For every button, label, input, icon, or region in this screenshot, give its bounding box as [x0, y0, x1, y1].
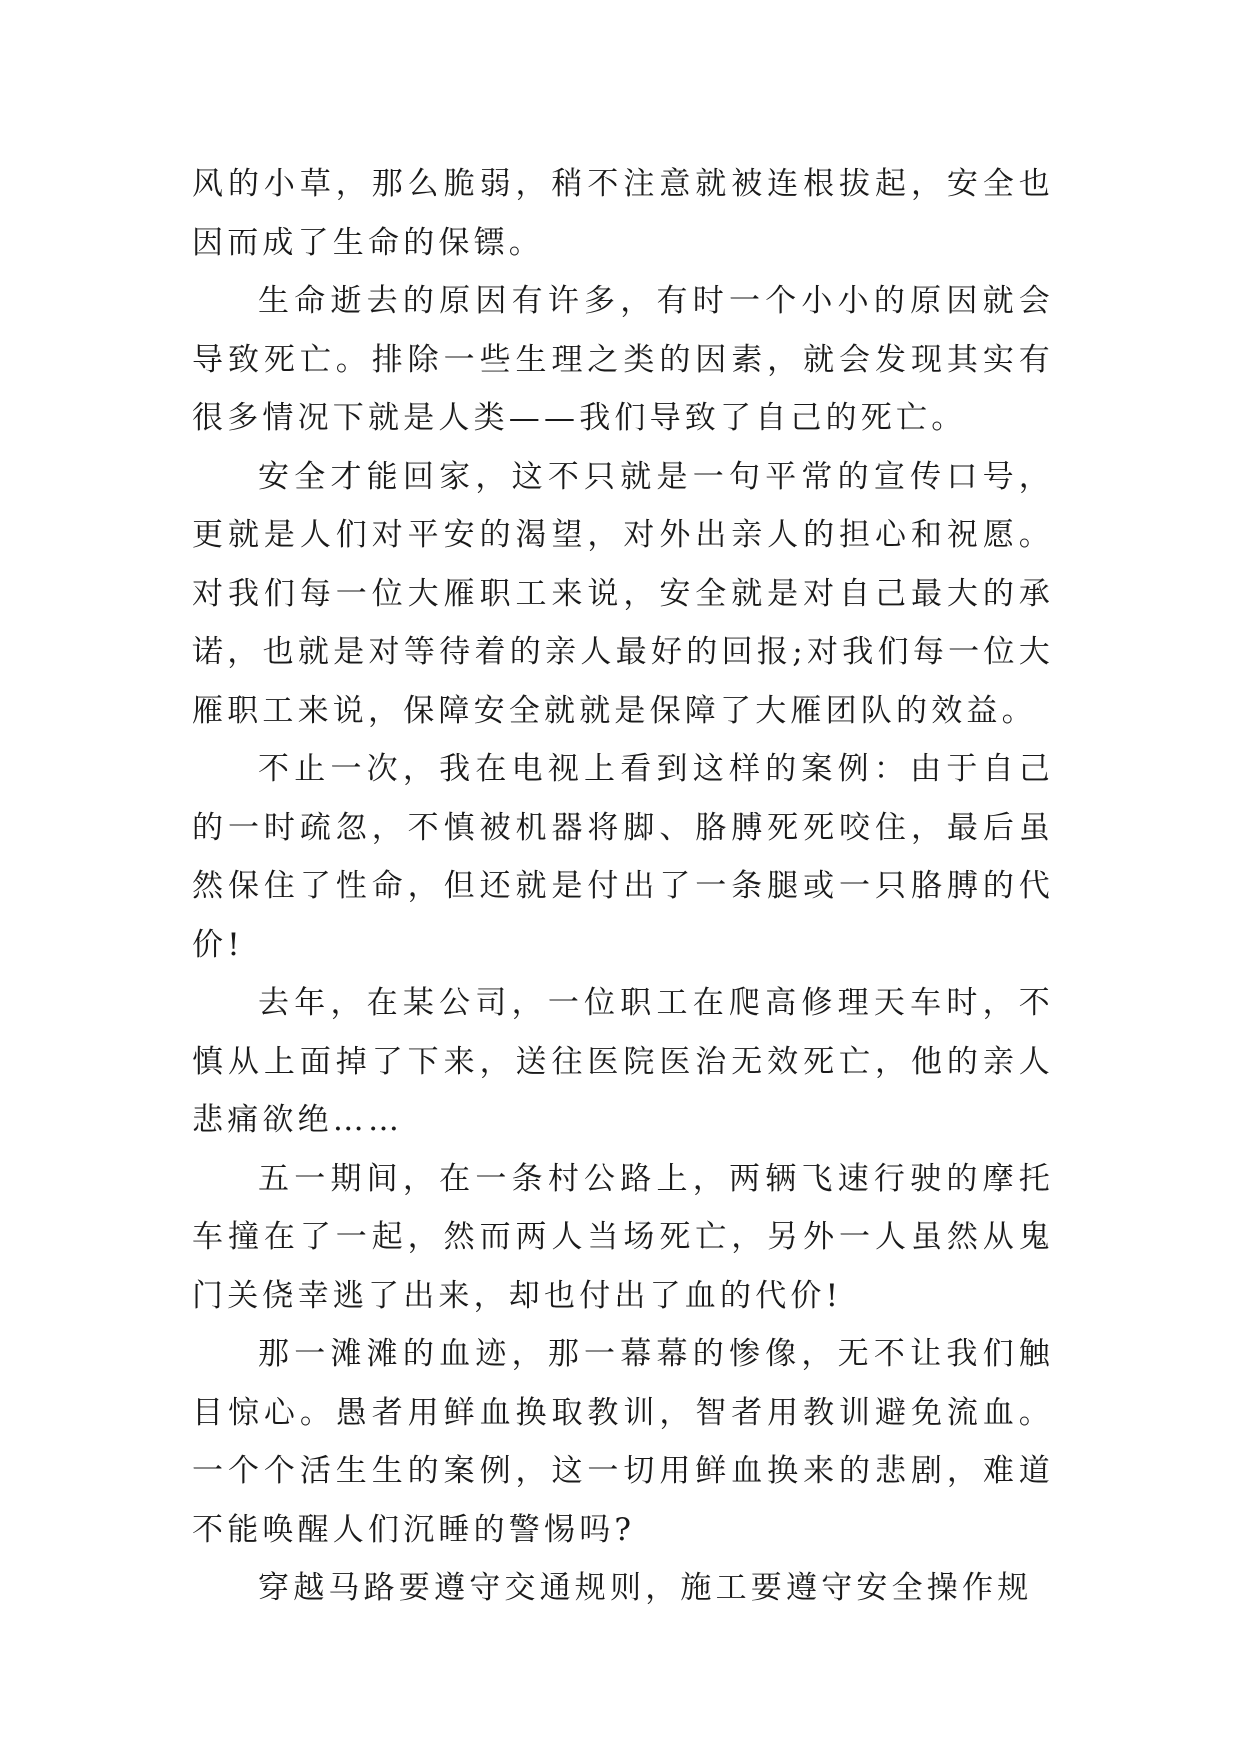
paragraph-8: 穿越马路要遵守交通规则，施工要遵守安全操作规	[258, 1570, 1033, 1606]
paragraph-5: 去年，在某公司，一位职工在爬高修理天车时，不慎从上面掉了下来，送往医院医治无效死亡，他的亲人悲痛欲绝……	[192, 985, 1054, 1138]
document-body	[192, 155, 1054, 1618]
paragraph-4: 不止一次，我在电视上看到这样的案例：由于自己的一时疏忽，不慎被机器将脚、胳膊死死咬住，最后虽然保住了性命，但还就是付出了一条腿或一只胳膊的代价!	[192, 751, 1054, 963]
paragraph-7: 那一滩滩的血迹，那一幕幕的惨像，无不让我们触目惊心。愚者用鲜血换取教训，智者用教训避免流血。一个个活生生的案例，这一切用鲜血换来的悲剧，难道不能唤醒人们沉睡的警惕吗?	[192, 1336, 1054, 1548]
paragraph-2: 生命逝去的原因有许多，有时一个小小的原因就会导致死亡。排除一些生理之类的因素，就会发现其实有很多情况下就是人类——我们导致了自己的死亡。	[192, 283, 1054, 436]
paragraph-3: 安全才能回家，这不只就是一句平常的宣传口号，更就是人们对平安的渴望，对外出亲人的担心和祝愿。对我们每一位大雁职工来说，安全就是对自己最大的承诺，也就是对等待着的亲人最好的回报;对我们每一位大雁职工来说，保障安全就就是保障了大雁团队的效益。	[192, 458, 1054, 729]
paragraph-6: 五一期间，在一条村公路上，两辆飞速行驶的摩托车撞在了一起，然而两人当场死亡，另外一人虽然从鬼门关侥幸逃了出来，却也付出了血的代价!	[192, 1160, 1054, 1314]
paragraph-1: 风的小草，那么脆弱，稍不注意就被连根拔起，安全也因而成了生命的保镖。	[192, 166, 1054, 261]
